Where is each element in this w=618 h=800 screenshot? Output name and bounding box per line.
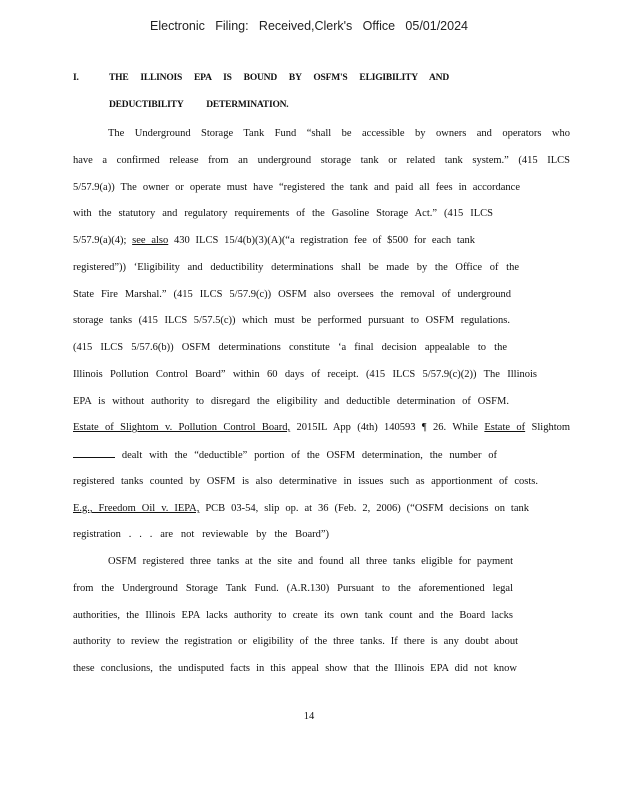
body-line	[73, 234, 570, 248]
body-line	[73, 448, 497, 462]
body-line: (415 ILCS 5/57.6(b)) OSFM determinations constitute ‘a final decision appealable to the	[73, 342, 507, 353]
case-name-cont: Slightom	[531, 422, 571, 433]
body-line: EPA is without authority to disregard the eligibility and deductible determination of OSFM.	[73, 396, 509, 407]
section-title-line-1: THE ILLINOIS EPA IS BOUND BY OSFM'S ELIGIBILITY AND	[109, 73, 449, 83]
body-line: authorities, the Illinois EPA lacks authority to create its own tank count and the Board lacks	[73, 610, 513, 621]
body-line: authority to review the registration or eligibility of the three tanks. If there is any doubt about	[73, 636, 518, 647]
body-line: from the Underground Storage Tank Fund. (A.R.130) Pursuant to the aforementioned legal	[73, 583, 513, 594]
body-line: Illinois Pollution Control Board” within 60 days of receipt. (415 ILCS 5/57.9(c)(2)) The Illinois	[73, 369, 537, 380]
underline-blank	[73, 448, 115, 458]
body-line: these conclusions, the undisputed facts in this appeal show that the Illinois EPA did not know	[73, 663, 517, 674]
body-line: The Underground Storage Tank Fund “shall be accessible by owners and operators who	[108, 128, 570, 139]
section-title-line-2: DEDUCTIBILITY DETERMINATION.	[109, 100, 289, 110]
body-line: OSFM registered three tanks at the site and found all three tanks eligible for payment	[108, 556, 513, 567]
body-line-text: dealt with the “deductible” portion of the OSFM determination, the number of	[121, 450, 498, 461]
case-name: E.g., Freedom Oil v. IEPA,	[73, 503, 200, 514]
page-number: 14	[303, 711, 315, 722]
citation: 2015IL App (4th) 140593 ¶ 26. While	[296, 422, 478, 433]
body-line: registered”)) ‘Eligibility and deductibility determinations shall be made by the Office of the	[73, 262, 519, 273]
body-line: registered tanks counted by OSFM is also determinative in issues such as apportionment of costs.	[73, 476, 538, 487]
body-line	[73, 421, 570, 435]
case-name: Estate of	[484, 422, 526, 433]
body-line: State Fire Marshal.” (415 ILCS 5/57.9(c)) OSFM also oversees the removal of underground	[73, 289, 511, 300]
body-line: have a confirmed release from an underground storage tank or related tank system.” (415 ILCS	[73, 155, 570, 166]
body-line: storage tanks (415 ILCS 5/57.5(c)) which must be performed pursuant to OSFM regulations.	[73, 315, 510, 326]
body-line: 5/57.9(a)) The owner or operate must have “registered the tank and paid all fees in accordance	[73, 182, 520, 193]
case-name: Estate of Slightom v. Pollution Control Board,	[73, 422, 291, 433]
body-line: registration . . . are not reviewable by the Board”)	[73, 529, 330, 540]
citation: PCB 03-54, slip op. at 36 (Feb. 2, 2006) (“OSFM decisions on tank	[205, 503, 530, 514]
section-number: I.	[73, 73, 79, 83]
citation: 430 ILCS 15/4(b)(3)(A)(“a registration fee of $500 for each tank	[174, 235, 475, 246]
body-line: with the statutory and regulatory requirements of the Gasoline Storage Act.” (415 ILCS	[73, 208, 493, 219]
body-line	[73, 502, 529, 516]
signal-see-also: see also	[132, 235, 169, 246]
citation: 5/57.9(a)(4);	[73, 235, 127, 246]
filing-stamp-header: Electronic Filing: Received,Clerk's Office 05/01/2024	[150, 19, 468, 33]
